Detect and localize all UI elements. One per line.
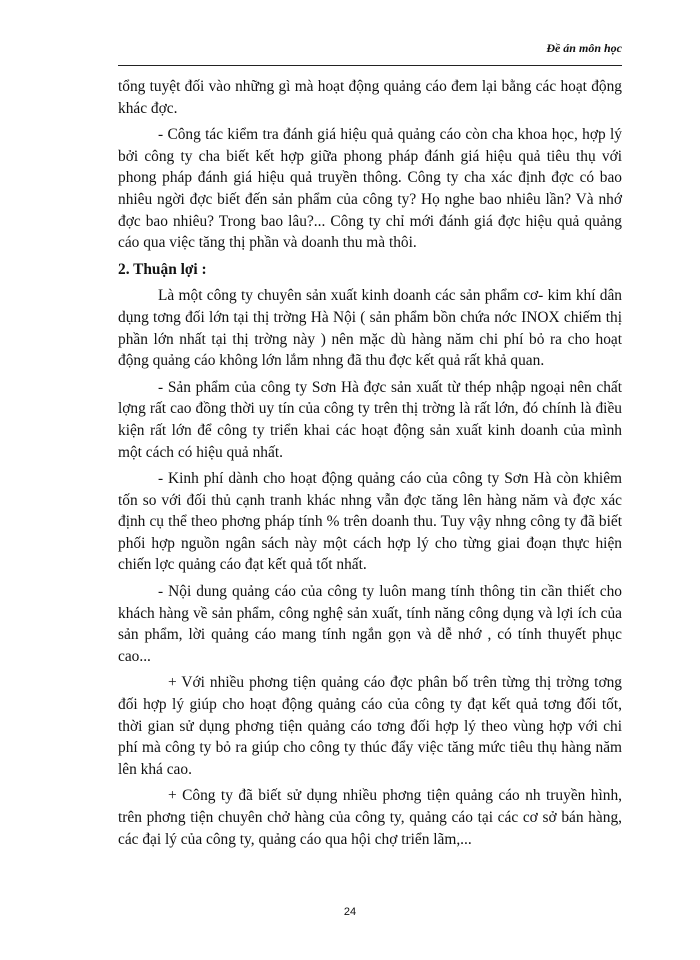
paragraph-evaluation: - Công tác kiểm tra đánh giá hiệu quả quảng cáo còn cha khoa học, hợp lý bởi công ty cha biết kết hợp giữa phong pháp đánh giá hiệu quả tiêu thụ với phong pháp đánh giá hiệu quả truyền thông. Công ty cha xác định đợc có bao nhiêu ngời đợc biết đến sản phẩm của công ty? Họ nghe bao nhiêu lần? Và nhớ đợc bao nhiêu? Trong bao lâu?... Công ty chỉ mới đánh giá đợc hiệu quả quảng cáo qua việc tăng thị phần và doanh thu mà thôi.	[118, 126, 622, 252]
page-header	[118, 37, 622, 66]
paragraph-media-types: + Công ty đã biết sử dụng nhiều phơng tiện quảng cáo nh truyền hình, trên phơng tiện chuyên chở hàng của công ty, quảng cáo tại các cơ sở bán hàng, các đại lý của công ty, quảng cáo qua hội chợ triển lãm,...	[118, 787, 622, 848]
page-number: 24	[343, 906, 357, 918]
paragraph-product-quality: - Sản phẩm của công ty Sơn Hà đợc sản xuất từ thép nhập ngoại nên chất lợng rất cao đồng thời uy tín của công ty trên thị trờng là rất lớn, đó chính là điều kiện rất lớn để công ty triển khai các hoạt động sản xuất kinh doanh của mình một cách có hiệu quả nhất.	[118, 378, 622, 461]
paragraph-media-distribution: + Với nhiều phơng tiện quảng cáo đợc phân bố trên từng thị trờng tơng đối hợp lý giúp cho hoạt động quảng cáo của công ty đạt kết quả tơng đối tốt, thời gian sử dụng phơng tiện quảng cáo tơng đối hợp lý theo vùng hợp với chi phí mà công ty bỏ ra giúp cho công ty thúc đẩy việc tăng mức tiêu thụ hàng năm lên khá cao.	[118, 674, 622, 778]
section-heading: 2. Thuận lợi :	[118, 260, 207, 278]
paragraph-ad-content: - Nội dung quảng cáo của công ty luôn mang tính thông tin cần thiết cho khách hàng về sản phẩm, công nghệ sản xuất, tính năng công dụng và lợi ích của sản phẩm, lời quảng cáo mang tính ngắn gọn và dễ nhớ , có tính thuyết phục cao...	[118, 583, 622, 665]
paragraph-continuation: tổng tuyệt đối vào những gì mà hoạt động quảng cáo đem lại bằng các hoạt động khác đợc.	[118, 78, 622, 117]
paragraph-budget: - Kinh phí dành cho hoạt động quảng cáo của công ty Sơn Hà còn khiêm tốn so với đối thủ cạnh tranh khác nhng vẫn đợc tăng lên hàng năm và đợc xác định cụ thể theo phơng pháp tính % trên doanh thu. Tuy vậy nhng công ty đã biết phối hợp nguồn ngân sách này một cách hợp lý cho từng giai đoạn thực hiện chiến lợc quảng cáo đạt kết quả tốt nhất.	[118, 470, 622, 574]
document-body	[118, 76, 622, 855]
paragraph-company-intro: Là một công ty chuyên sản xuất kinh doanh các sản phẩm cơ- kim khí dân dụng tơng đối lớn tại thị trờng Hà Nội ( sản phẩm bồn chứa nớc INOX chiếm thị phần lớn nhất tại thị trờng này ) nên mặc dù hàng năm chi phí bỏ ra cho hoạt động quảng cáo không lớn lắm nhng đã thu đợc kết quả rất khả quan.	[118, 287, 622, 370]
header-title: Đề án môn học	[546, 41, 622, 55]
